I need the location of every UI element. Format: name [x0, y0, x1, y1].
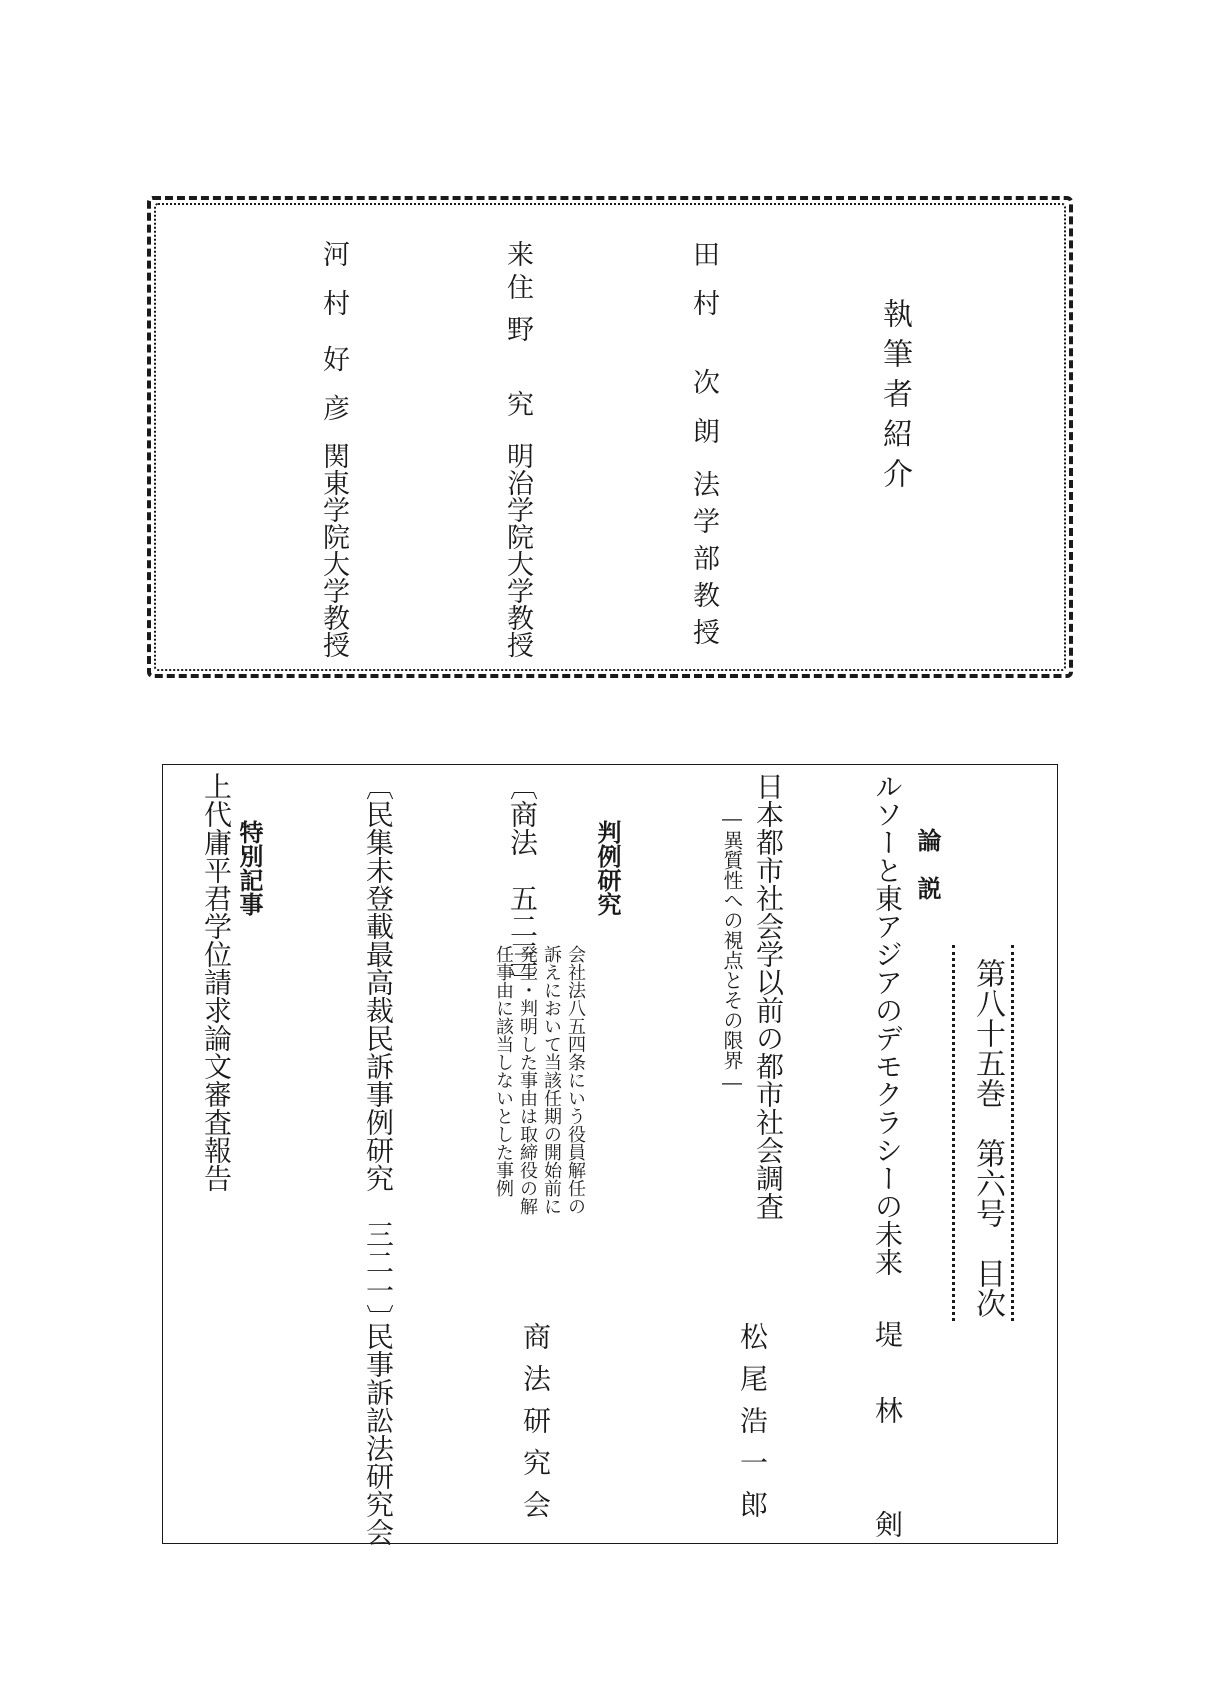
contributor-name-2a: 来住 — [502, 240, 533, 306]
case-desc-line-1: 会社法八五四条にいう役員解任の — [565, 945, 586, 1215]
contributor-name-3b: 好彦 — [318, 345, 349, 443]
contributor-affiliation-3: 関東学院大学教授 — [318, 442, 349, 658]
toc-title: 第八十五巻 第六号 目次 — [970, 958, 1005, 1318]
case-author-2: 民事訴訟法研究会 — [362, 1322, 395, 1546]
contributor-name-1b: 次朗 — [688, 368, 719, 466]
article-author-2: 松尾浩一郎 — [736, 1322, 769, 1532]
case-desc-line-3: 発生・判明した事由は取締役の解 — [517, 945, 538, 1215]
article-subtitle-2: ―異質性への視点とその限界― — [720, 806, 744, 1094]
case-prefix-1: 〔商法 五二三〕 — [506, 772, 539, 996]
contributor-name-3a: 河村 — [318, 240, 349, 338]
article-title-2: 日本都市社会学以前の都市社会調査 — [752, 772, 785, 1220]
article-author-1: 堤 林 剣 — [871, 1320, 904, 1548]
section-label-ronsetsu: 論 説 — [913, 828, 941, 900]
case-prefix-2: 〔民集未登載最高裁民訴事例研究 三二一〕 — [362, 772, 395, 1332]
contributor-name-1a: 田村 — [688, 240, 719, 338]
case-desc-line-4: 任事由に該当しないとした事例 — [493, 945, 514, 1197]
section-label-hanrei: 判例研究 — [593, 820, 621, 916]
case-author-1: 商法研究会 — [519, 1322, 552, 1532]
contributor-affiliation-1: 法学部教授 — [688, 470, 719, 655]
contributor-name-2b: 野究 — [502, 315, 533, 465]
section-label-special: 特別記事 — [235, 820, 263, 916]
special-article-title: 上代庸平君学位請求論文審査報告 — [200, 772, 233, 1192]
contributor-affiliation-2: 明治学院大学教授 — [502, 442, 533, 658]
case-desc-line-2: 訴えにおいて当該任期の開始前に — [541, 945, 562, 1215]
contributors-heading: 執筆者紹介 — [877, 298, 912, 498]
article-title-1: ルソーと東アジアのデモクラシーの未来 — [871, 772, 904, 1276]
contributors-box — [147, 196, 1073, 678]
